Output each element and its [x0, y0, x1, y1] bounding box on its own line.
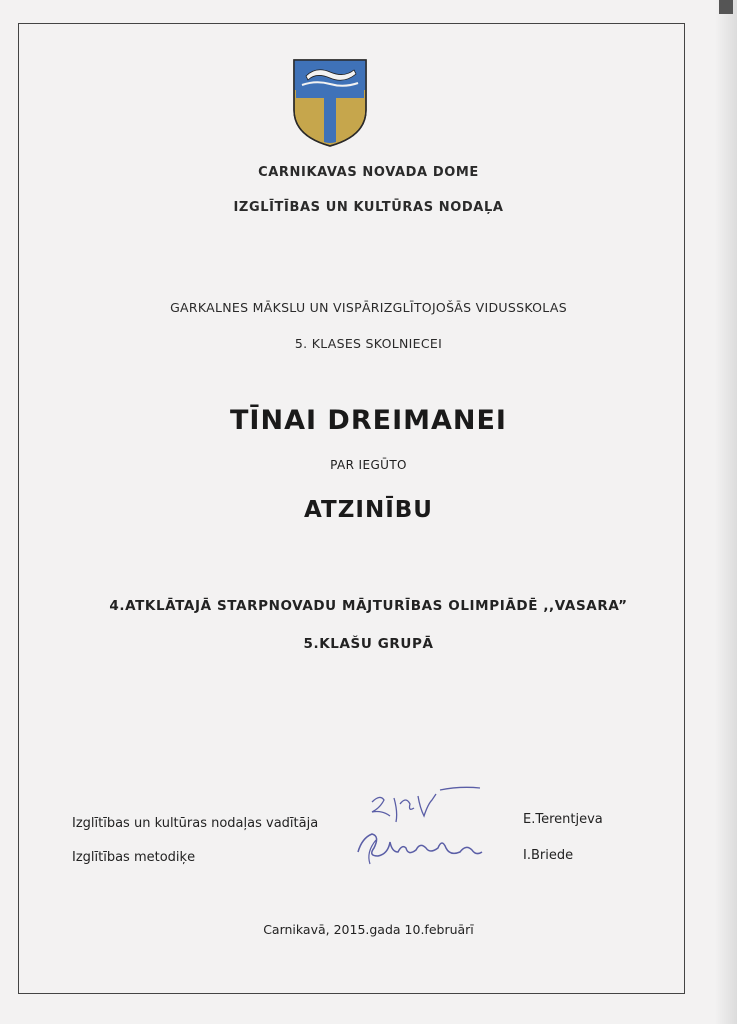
award-title: ATZINĪBU: [304, 497, 433, 523]
class-label: 5. KLASES SKOLNIECEI: [294, 336, 443, 351]
signatory-name-1: E.Terentjeva: [523, 812, 603, 827]
department-name: IZGLĪTĪBAS UN KULTŪRAS NODAĻA: [233, 200, 504, 215]
event-group: 5.KLAŠU GRUPĀ: [303, 636, 434, 652]
coat-of-arms-emblem: [292, 58, 368, 148]
school-name: GARKALNES MĀKSLU UN VISPĀRIZGLĪTOJOŠĀS VIDUSSKOLAS: [170, 300, 567, 315]
signatory-name-2: I.Briede: [523, 848, 574, 863]
signatory-role-1: Izglītības un kultūras nodaļas vadītāja: [72, 816, 319, 831]
signatory-role-2: Izglītības metodiķe: [72, 850, 196, 865]
organization-name: CARNIKAVAS NOVADA DOME: [258, 165, 479, 180]
event-name: 4.ATKLĀTAJĀ STARPNOVADU MĀJTURĪBAS OLIMPIĀDĒ ,,VASARA”: [109, 598, 628, 614]
place-and-date: Carnikavā, 2015.gada 10.februārī: [263, 922, 474, 937]
recipient-name: TĪNAI DREIMANEI: [230, 405, 507, 436]
scan-corner-mark: [719, 0, 733, 14]
award-intro: PAR IEGŪTO: [330, 458, 407, 472]
handwritten-signatures: [350, 782, 500, 872]
